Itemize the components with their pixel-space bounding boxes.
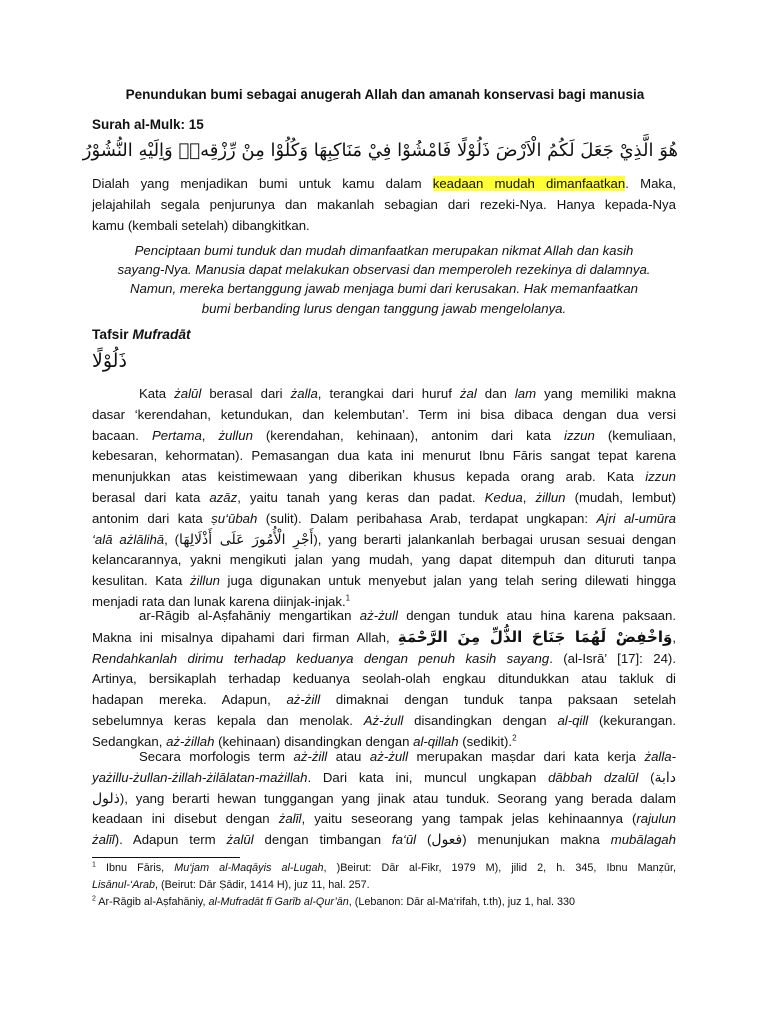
quote-line: sayang-Nya. Manusia dapat melakukan observasi dan memperoleh rezekinya di dalamnya.: [117, 262, 651, 278]
highlighted-phrase: keadaan mudah dimanfaatkan: [432, 176, 626, 191]
text-line: ar-Rāgib al-Aṣfahāniy mengartikan aż-żull dengan tunduk atau hina karena paksaan.: [139, 608, 676, 623]
document-title: Penundukan bumi sebagai anugerah Allah dan amanah konservasi bagi manusia: [125, 87, 645, 102]
text-line: Artinya, bersikaplah terhadap keduanya seolah-olah engkau ditundukkan atau takluk di: [92, 671, 676, 687]
surah-reference: Surah al-Mulk: 15: [92, 117, 204, 132]
text-line: keadaan ini disebut dengan żalīl, yaitu seseorang yang tampak jelas kehinaannya (rajulun: [92, 811, 676, 827]
text-line: jelajahilah segala penjurunya dan makanlah sebagian dari rezeki-Nya. Hanya kepada-Nya: [92, 196, 676, 212]
footnote-ref[interactable]: 2: [512, 733, 517, 743]
text-line: Secara morfologis term aż-żill atau aż-żull merupakan maṣdar dari kata kerja żalla-: [139, 749, 677, 764]
footnote-1: [92, 860, 676, 894]
text-line: berasal dari kata azāz, yaitu tanah yang keras dan padat. Kedua, żillun (mudah, lembut): [92, 489, 676, 505]
text-line: kamu (kembali setelah) dibangkitkan.: [92, 217, 310, 233]
text-line: kelancarannya, yakni mengikuti jalan yang mudah, yang dapat ditempuh dan dituruti tanpa: [92, 552, 676, 568]
footnote-line: $^1$ Ibnu Fāris, Mu‘jam al-Maqāyis al-Lugah, )Beirut: Dār al-Fikr, 1979 M), jilid 2, h. 345, Ibnu Manẓūr,: [92, 861, 676, 874]
paragraph-2: [92, 606, 676, 753]
text-line: antonim dari kata ṣu‘ūbah (sulit). Dalam peribahasa Arab, terdapat ungkapan: Ajri al-umūra: [92, 510, 676, 526]
section-heading: Tafsir Mufradāt: [92, 327, 191, 342]
text-line: yażillu-żullan-żillah-żilālatan-mażillah. Dari kata ini, muncul ungkapan dābbah dzalūl (دابة: [92, 769, 676, 786]
footnote-2: [92, 894, 676, 911]
text-line: menunjukkan atas keistimewaan yang diberikan khusus kepada orang arab. Kata izzun: [92, 469, 676, 485]
footnote-line: $^2$ Ar-Rāgib al-Aṣfahāniy, al-Mufradāt fī Garīb al-Qur’ān, (Lebanon: Dār al-Ma‘rifah, t.th), juz 1, hal. 330: [92, 895, 575, 908]
footnote-ref[interactable]: 1: [345, 593, 351, 603]
text-line: ذلول), yang berarti hewan tunggangan yang jinak atau tunduk. Seorang yang berada dalam: [92, 790, 676, 807]
footnote-line: Lisānul-‘Arab, (Beirut: Dār Ṣādir, 1414 H), juz 11, hal. 257.: [92, 879, 370, 891]
quran-verse-arabic: هُوَ الَّذِيْ جَعَلَ لَكُمُ الْاَرْضَ ذَلُوْلًا فَامْشُوْا فِيْ مَنَاكِبِهَا وَكُلُوْا مِنْ رِّزْقِهٖۗ وَاِلَيْهِ النُّشُوْرُ: [82, 140, 678, 161]
text-line: Makna ini misalnya dipahami dari firman Allah, وَاخْفِضْ لَهُمَا جَنَاحَ الذُّلِّ مِنَ الرَّحْمَةِ,: [92, 627, 676, 646]
text-line: Sedangkan, aż-żillah (kehinaan) disandingkan dengan al-qillah (sedikit).$^2$: [92, 733, 517, 749]
text-line: Rendahkanlah dirimu terhadap keduanya dengan penuh kasih sayang. (al-Isrā’ [17]: 24).: [92, 650, 676, 666]
text-line: bacaan. Pertama, żullun (kerendahan, kehinaan), antonim dari kata izzun (kemuliaan,: [92, 427, 677, 443]
text-line: Kata żalūl berasal dari żalla, terangkai dari huruf żal dan lam yang memiliki makna: [139, 386, 676, 401]
text-line: ‘alā ażlālihā, (أَجْرِ الْأُمُورَ عَلَى أَذْلَالِهَا), yang berarti jalankanlah berbagai urusan sesuai dengan: [92, 531, 676, 548]
text-line: kesulitan. Kata żillun juga digunakan untuk menyebut jalan yang telah sering dilewati hingga: [92, 573, 676, 589]
text-line: kebesaran, kehormatan). Pemasangan dua kata ini menurut Ibnu Fāris sangat tepat karena: [92, 448, 676, 464]
paragraph-1: [92, 384, 676, 613]
text-line: dasar ‘kerendahan, ketundukan, dan kelembutan’. Term ini bisa dibaca dengan dua versi: [92, 406, 676, 422]
text-line: Dialah yang menjadikan bumi untuk kamu dalam keadaan mudah dimanfaatkan. Maka,: [92, 176, 676, 191]
text-line: hadapan mereka. Adapun, aż-żill dimaknai dengan tunduk tanpa paksaan setelah: [92, 692, 676, 708]
quote-line: Penciptaan bumi tunduk dan mudah dimanfaatkan merupakan nikmat Allah dan kasih: [134, 243, 634, 258]
paragraph-3: [92, 747, 676, 851]
text-line: żalīl). Adapun term żalūl dengan timbangan fa‘ūl (فعول) menunjukan makna mubālagah: [92, 832, 676, 849]
quote-line: Namun, mereka bertanggung jawab menjaga bumi dari kerusakan. Hak memanfaatkan: [130, 281, 638, 297]
text-line: sebelumnya keras kepala dan menolak. Aż-żull disandingkan dengan al-qill (kekurangan.: [92, 712, 676, 728]
arabic-term: ذَلُوْلًا: [92, 350, 127, 372]
text-line: menjadi rata dan lunak karena diinjak-injak.$^1$: [92, 593, 351, 609]
verse-translation: [92, 174, 676, 236]
footnote-separator: [92, 857, 240, 858]
quote-line: bumi berbanding lurus dengan tanggung jawab mengelolanya.: [201, 300, 567, 316]
summary-quote: [92, 241, 676, 318]
